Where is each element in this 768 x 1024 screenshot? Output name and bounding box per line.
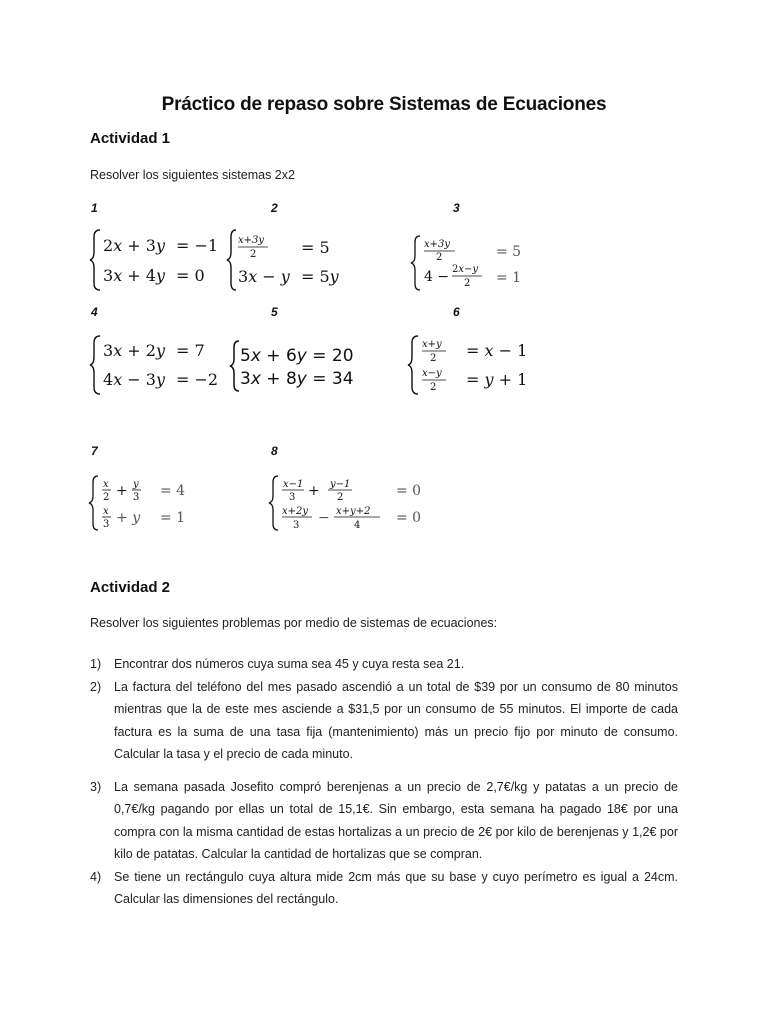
svg-text:2: 2 xyxy=(103,492,110,503)
svg-text:= x − 1: = x − 1 xyxy=(466,341,528,360)
svg-text:3: 3 xyxy=(133,492,140,503)
equation-system-6 xyxy=(406,334,536,396)
svg-text:= 5: = 5 xyxy=(301,238,330,257)
list-item xyxy=(90,676,678,766)
svg-text:3x + 2y: 3x + 2y xyxy=(103,341,166,360)
svg-text:3: 3 xyxy=(289,492,296,503)
svg-text:= 1: = 1 xyxy=(160,510,186,526)
equation-system-5 xyxy=(228,338,358,394)
svg-text:+: + xyxy=(116,483,128,499)
svg-text:2x−y: 2x−y xyxy=(452,264,479,275)
problem-list xyxy=(90,653,678,911)
svg-text:= 7: = 7 xyxy=(176,341,205,360)
equation-system-1 xyxy=(88,228,228,292)
svg-text:= −1: = −1 xyxy=(176,236,219,255)
equation-system-3 xyxy=(410,234,530,292)
svg-text:x−1: x−1 xyxy=(283,479,304,490)
svg-text:3: 3 xyxy=(103,519,110,530)
svg-text:+: + xyxy=(308,483,320,499)
svg-text:−: − xyxy=(318,510,330,526)
actividad-1-instruction: Resolver los siguientes sistemas 2x2 xyxy=(90,168,295,182)
actividad-1-heading: Actividad 1 xyxy=(90,130,171,147)
svg-text:4x − 3y: 4x − 3y xyxy=(103,370,166,389)
system-number-2: 2 xyxy=(271,201,278,215)
equation-system-2 xyxy=(226,228,346,292)
system-number-7: 7 xyxy=(91,444,98,458)
svg-text:y: y xyxy=(133,479,139,490)
svg-text:3: 3 xyxy=(293,520,300,531)
svg-text:x+3y: x+3y xyxy=(238,235,265,246)
svg-text:x+3y: x+3y xyxy=(424,239,451,250)
equation-system-4 xyxy=(88,334,228,396)
system-number-5: 5 xyxy=(271,305,278,319)
problem-text: La semana pasada Josefito compró berenjenas a un precio de 2,7€/kg y patatas a un precio de 0,7€/kg pagando por ellas un total de 15,1€. Sin embargo, esta semana ha pagado 18€ por una compra con la misma cantidad de estas hortalizas a un precio de 2€ por kilo de berenjenas y 1,2€ por kilo de patatas. Calcular la cantidad de hortalizas que se compran. xyxy=(114,779,678,861)
system-number-8: 8 xyxy=(271,444,278,458)
svg-text:= −2: = −2 xyxy=(176,370,219,389)
svg-text:2: 2 xyxy=(430,353,437,364)
svg-text:x: x xyxy=(103,479,109,490)
svg-text:= 1: = 1 xyxy=(496,270,522,286)
problem-number: 1) xyxy=(90,657,102,671)
svg-text:3x + 4y: 3x + 4y xyxy=(103,266,166,285)
svg-text:= 0: = 0 xyxy=(396,510,422,526)
list-item xyxy=(90,776,678,866)
svg-text:2: 2 xyxy=(464,278,471,289)
svg-text:= 0: = 0 xyxy=(396,483,422,499)
svg-text:2: 2 xyxy=(430,382,437,393)
svg-text:2: 2 xyxy=(250,249,257,260)
system-number-3: 3 xyxy=(453,201,460,215)
svg-text:x: x xyxy=(103,506,109,517)
equation-system-8 xyxy=(268,474,428,532)
problem-number: 3) xyxy=(90,779,102,794)
problem-number: 2) xyxy=(90,679,102,694)
system-number-4: 4 xyxy=(91,305,98,319)
svg-text:2x + 3y: 2x + 3y xyxy=(103,236,166,255)
svg-text:= 5: = 5 xyxy=(496,244,522,260)
svg-text:x+2y: x+2y xyxy=(282,506,309,517)
svg-text:4 −: 4 − xyxy=(424,269,450,285)
problem-text: La factura del teléfono del mes pasado ascendió a un total de $39 por un consumo de 80 minutos mientras que la de este mes asciende a $31,5 por un consumo de 55 minutos. El importe de cada factura es la suma de una tasa fija (mantenimiento) más un precio fijo por minuto de consumo. Calcular la tasa y el precio de cada minuto. xyxy=(114,679,678,761)
list-item xyxy=(90,653,678,676)
equation-system-7 xyxy=(88,474,208,532)
svg-text:= 5y: = 5y xyxy=(301,267,339,286)
svg-text:= 0: = 0 xyxy=(176,266,205,285)
page-title: Práctico de repaso sobre Sistemas de Ecuaciones xyxy=(161,94,607,115)
svg-text:+ y: + y xyxy=(116,510,141,526)
problem-text: Encontrar dos números cuya suma sea 45 y cuya resta sea 21. xyxy=(114,657,465,671)
actividad-2-instruction: Resolver los siguientes problemas por medio de sistemas de ecuaciones: xyxy=(90,616,498,630)
system-number-1: 1 xyxy=(91,201,98,215)
svg-text:x−y: x−y xyxy=(422,368,442,379)
system-number-6: 6 xyxy=(453,305,460,319)
actividad-2-heading: Actividad 2 xyxy=(90,579,171,596)
svg-text:= y + 1: = y + 1 xyxy=(466,370,528,389)
svg-text:4: 4 xyxy=(354,520,361,531)
svg-text:= 4: = 4 xyxy=(160,483,186,499)
svg-text:x+y: x+y xyxy=(422,339,442,350)
svg-text:3x − y: 3x − y xyxy=(238,267,290,286)
list-item xyxy=(90,866,678,911)
svg-text:2: 2 xyxy=(436,252,443,263)
problem-text: Se tiene un rectángulo cuya altura mide 2cm más que su base y cuyo perímetro es igual a 24cm. Calcular las dimensiones del rectángulo. xyxy=(114,869,678,906)
svg-text:5x + 6y = 20: 5x + 6y = 20 xyxy=(240,346,354,366)
problem-number: 4) xyxy=(90,869,102,884)
svg-text:3x + 8y = 34: 3x + 8y = 34 xyxy=(240,369,354,389)
svg-text:x+y+2: x+y+2 xyxy=(336,506,371,517)
svg-text:y−1: y−1 xyxy=(330,479,351,490)
svg-text:2: 2 xyxy=(337,492,344,503)
